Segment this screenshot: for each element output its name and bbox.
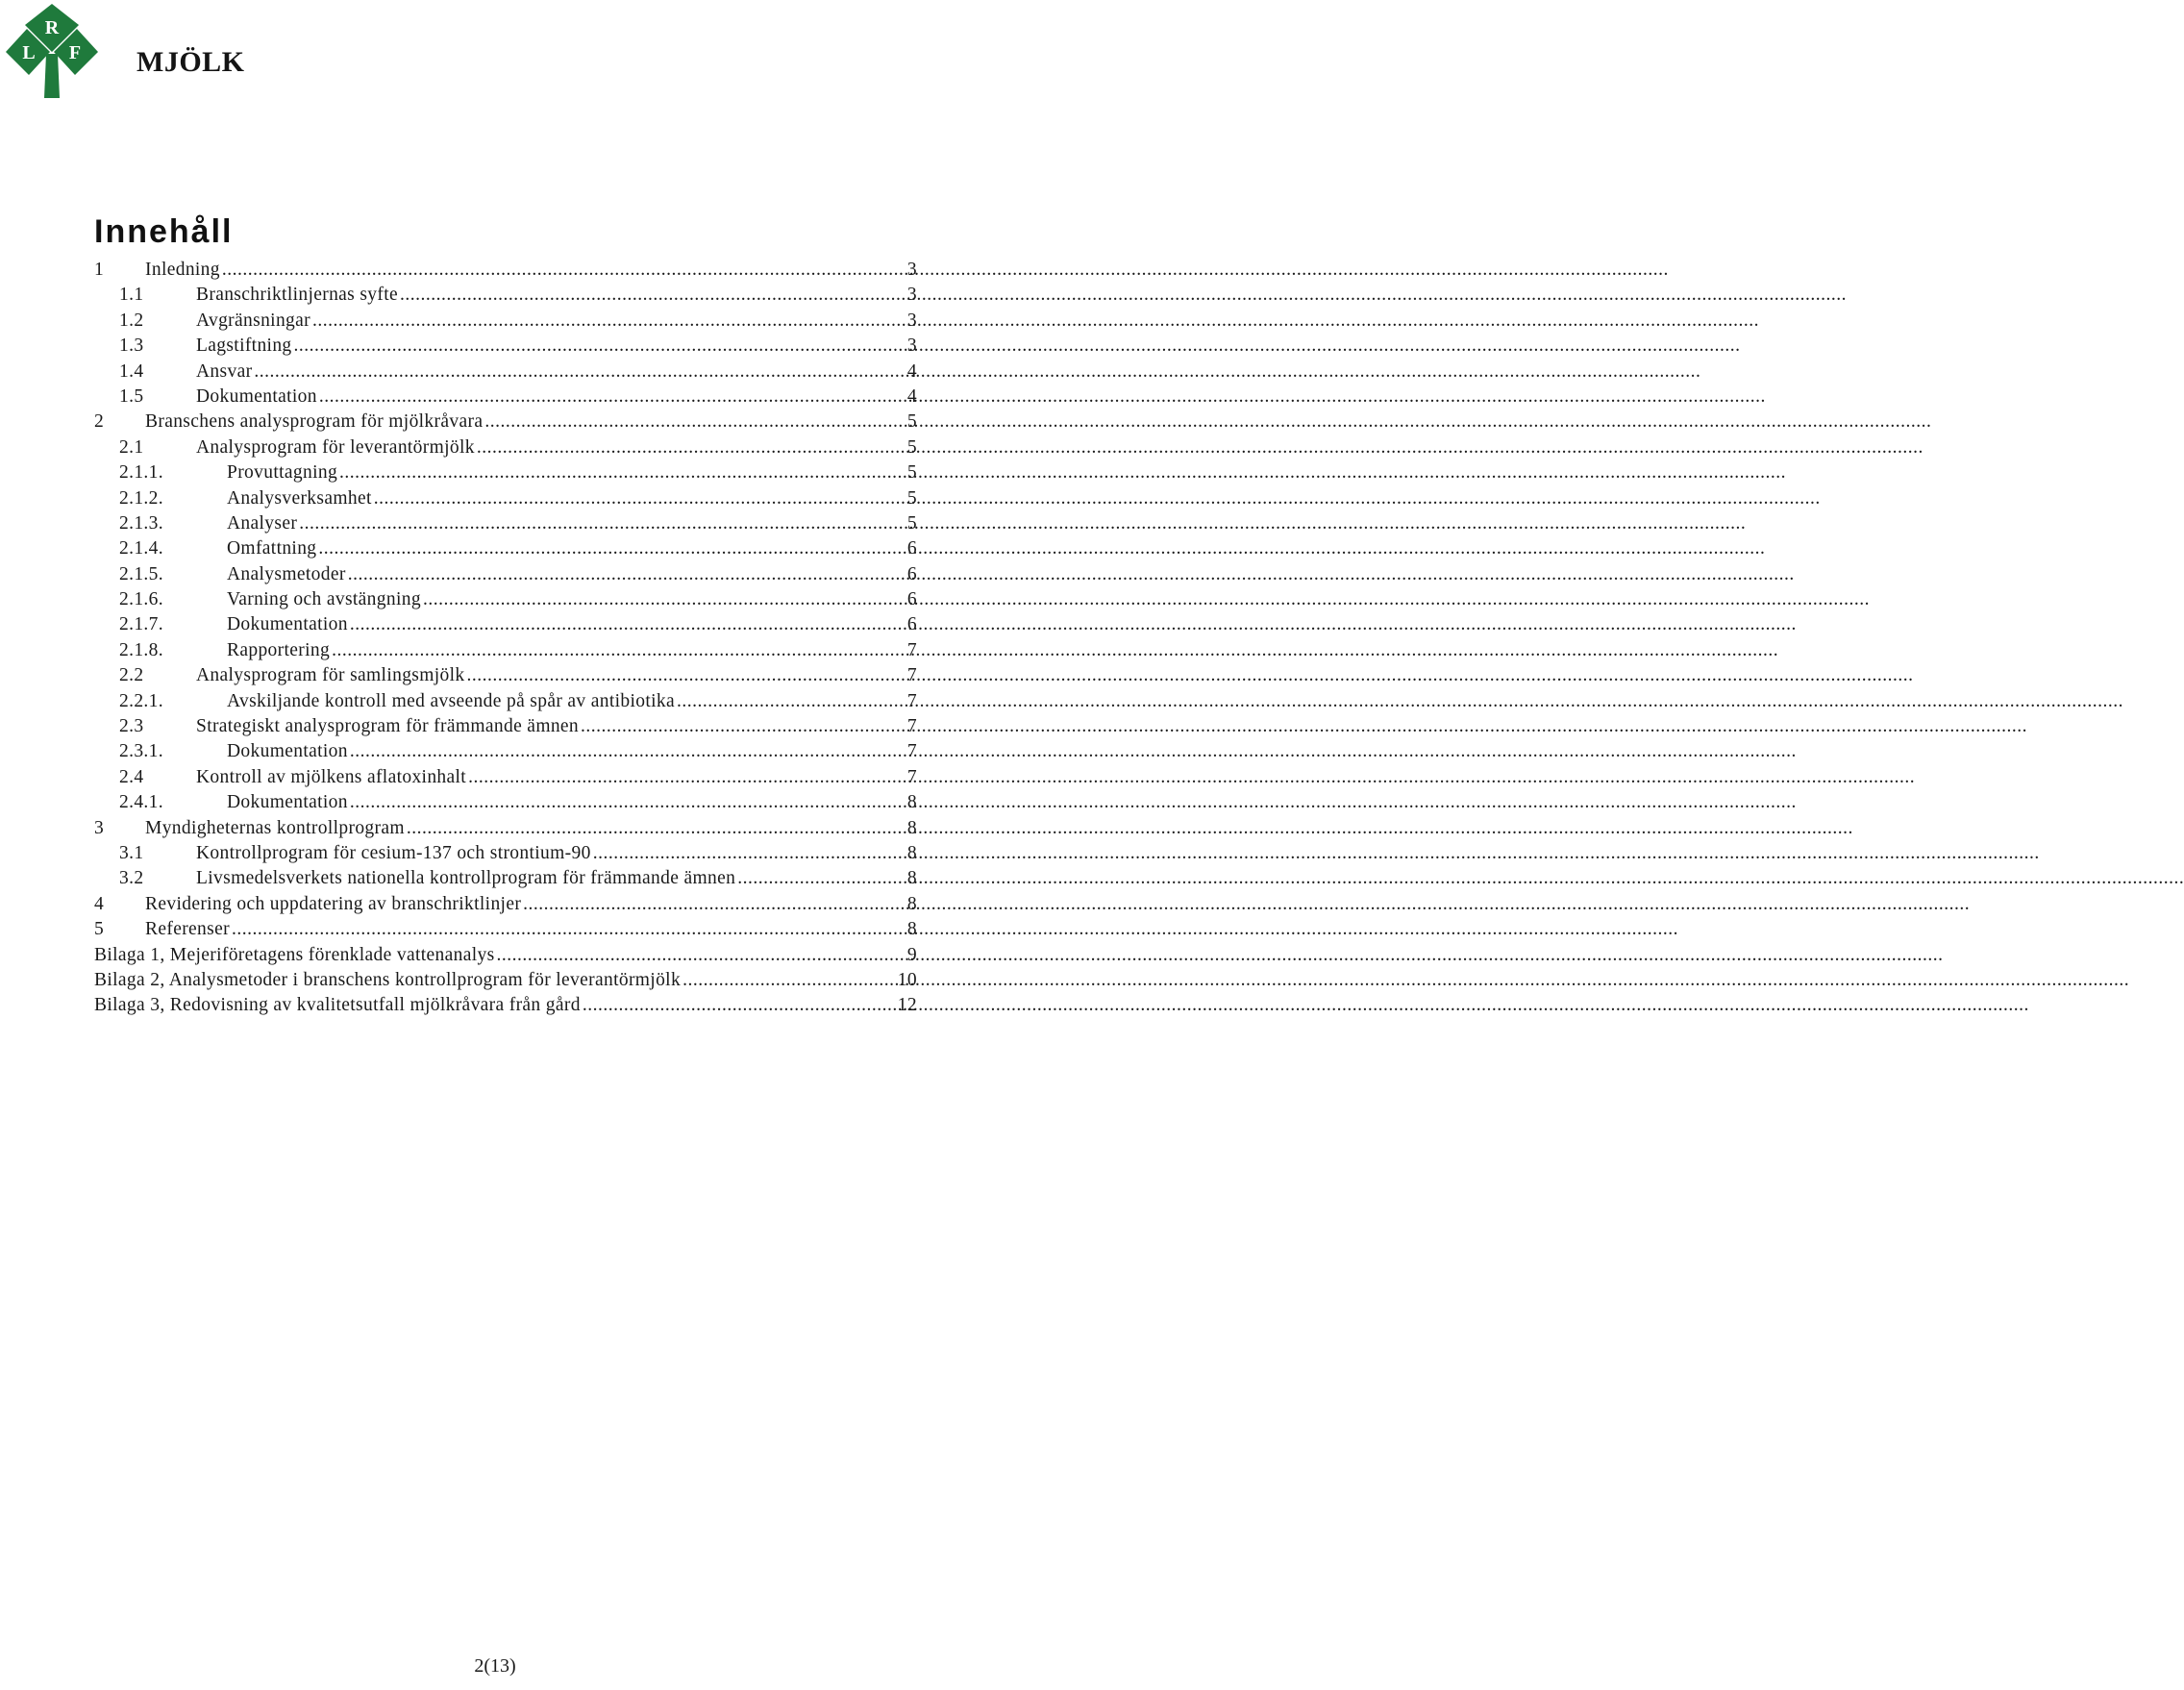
toc-entry[interactable] bbox=[94, 511, 917, 536]
toc-entry-page: 6 bbox=[906, 563, 917, 584]
toc-entry-number: 2.4.1. bbox=[119, 792, 163, 813]
toc-dot-leader bbox=[523, 892, 906, 917]
toc-dot-leader bbox=[400, 283, 906, 308]
toc-entry-page: 5 bbox=[906, 512, 917, 534]
toc-entry-page: 8 bbox=[906, 842, 917, 863]
toc-dot-leader bbox=[423, 587, 906, 612]
toc-entry-page: 5 bbox=[906, 487, 917, 509]
toc-entry[interactable] bbox=[94, 587, 917, 612]
toc-entry-page: 8 bbox=[906, 817, 917, 838]
toc-entry-page: 4 bbox=[906, 385, 917, 407]
toc-entry-title: Analysverksamhet bbox=[227, 487, 372, 509]
toc-dot-leader bbox=[319, 385, 906, 410]
toc-entry-page: 4 bbox=[906, 360, 917, 382]
toc-dot-leader bbox=[232, 917, 906, 942]
logo-wordmark: MJÖLK bbox=[136, 46, 245, 78]
toc-dot-leader bbox=[593, 841, 906, 866]
toc-entry-title: Provuttagning bbox=[227, 462, 338, 484]
toc-entry-page: 5 bbox=[906, 462, 917, 484]
toc-entry-number: 5 bbox=[94, 919, 105, 940]
toc-entry[interactable] bbox=[94, 536, 917, 561]
toc-entry-number: 1.2 bbox=[119, 310, 144, 331]
toc-entry[interactable] bbox=[94, 283, 917, 308]
toc-entry-title: Inledning bbox=[145, 260, 220, 280]
toc-entry-title: Kontroll av mjölkens aflatoxinhalt bbox=[196, 766, 467, 787]
toc-entry[interactable] bbox=[94, 841, 917, 866]
toc-entry-page: 7 bbox=[906, 716, 917, 737]
toc-entry-page: 7 bbox=[906, 665, 917, 686]
toc-entry[interactable] bbox=[94, 993, 917, 1018]
toc-entry-page: 5 bbox=[906, 411, 917, 433]
toc-entry-title: Omfattning bbox=[227, 538, 317, 559]
toc-entry-number: 1.5 bbox=[119, 385, 144, 407]
toc-entry-title: Ansvar bbox=[196, 360, 253, 382]
toc-entry[interactable] bbox=[94, 410, 917, 435]
toc-entry-title: Lagstiftning bbox=[196, 336, 292, 357]
toc-entry-title: Branschens analysprogram för mjölkråvara bbox=[145, 411, 484, 433]
toc-entry-page: 3 bbox=[906, 310, 917, 331]
toc-dot-leader bbox=[318, 536, 905, 561]
toc-entry-page: 6 bbox=[906, 589, 917, 610]
toc-entry-number: 2.3.1. bbox=[119, 741, 163, 762]
toc-dot-leader bbox=[312, 309, 906, 334]
toc-dot-leader bbox=[299, 511, 906, 536]
toc-entry[interactable] bbox=[94, 689, 917, 714]
toc-entry-number: 2 bbox=[94, 411, 105, 433]
toc-entry-number: 2.1.1. bbox=[119, 462, 163, 484]
toc-entry-number: 2.1.4. bbox=[119, 538, 163, 559]
toc-entry[interactable] bbox=[94, 309, 917, 334]
toc-entry-title: Referenser bbox=[145, 919, 230, 940]
logo-letter-r: R bbox=[44, 17, 60, 38]
toc-entry[interactable] bbox=[94, 360, 917, 385]
toc-dot-leader bbox=[581, 714, 906, 739]
toc-dot-leader bbox=[350, 790, 906, 815]
toc-entry-number: 2.1.2. bbox=[119, 487, 163, 509]
toc-entry-page: 8 bbox=[906, 868, 917, 889]
toc-entry-title: Rapportering bbox=[227, 639, 331, 660]
toc-entry-number: 2.1.8. bbox=[119, 639, 163, 660]
toc-entry-number: 1.1 bbox=[119, 285, 144, 306]
toc-entry[interactable] bbox=[94, 435, 917, 460]
toc-entry[interactable] bbox=[94, 486, 917, 511]
toc-entry-title: Dokumentation bbox=[227, 792, 348, 813]
toc-entry[interactable] bbox=[94, 385, 917, 410]
toc-entry-title: Revidering och uppdatering av branschriktlinjer bbox=[145, 893, 522, 914]
toc-dot-leader bbox=[484, 410, 906, 435]
toc-entry-page: 10 bbox=[897, 969, 917, 990]
toc-entry-page: 7 bbox=[906, 639, 917, 660]
toc-entry-page: 12 bbox=[897, 995, 917, 1016]
toc-entry-title: Bilaga 2, Analysmetoder i branschens kontrollprogram för leverantörmjölk bbox=[94, 969, 682, 990]
toc-entry-title: Kontrollprogram för cesium-137 och strontium-90 bbox=[196, 842, 591, 863]
toc-dot-leader bbox=[677, 689, 906, 714]
toc-entry[interactable] bbox=[94, 460, 917, 485]
toc-entry[interactable] bbox=[94, 968, 917, 993]
toc-dot-leader bbox=[682, 968, 896, 993]
toc-entry[interactable] bbox=[94, 612, 917, 637]
toc-dot-leader bbox=[407, 816, 906, 841]
toc-entry-page: 8 bbox=[906, 919, 917, 940]
toc-entry-title: Myndigheternas kontrollprogram bbox=[145, 817, 405, 838]
toc-entry-number: 2.3 bbox=[119, 716, 144, 737]
toc-entry-page: 7 bbox=[906, 766, 917, 787]
toc-heading: Innehåll bbox=[94, 213, 234, 250]
toc-entry-number: 3 bbox=[94, 817, 105, 838]
toc-dot-leader bbox=[468, 765, 906, 790]
toc-entry-title: Avgränsningar bbox=[196, 310, 310, 331]
toc-dot-leader bbox=[374, 486, 906, 511]
toc-entry-title: Livsmedelsverkets nationella kontrollprogram för främmande ämnen bbox=[196, 868, 736, 889]
toc-dot-leader bbox=[339, 460, 906, 485]
toc-dot-leader bbox=[583, 993, 896, 1018]
toc-entry-number: 2.1 bbox=[119, 436, 144, 458]
toc-dot-leader bbox=[477, 435, 906, 460]
toc-dot-leader bbox=[294, 334, 906, 359]
page-footer bbox=[0, 1655, 923, 1678]
toc-entry[interactable] bbox=[94, 258, 917, 283]
toc-entry[interactable] bbox=[94, 866, 917, 891]
toc-entry-title: Bilaga 3, Redovisning av kvalitetsutfall mjölkråvara från gård bbox=[94, 995, 581, 1016]
toc-entry[interactable] bbox=[94, 892, 917, 917]
toc-entry-number: 2.1.3. bbox=[119, 512, 163, 534]
toc-entry-title: Analyser bbox=[227, 512, 298, 534]
toc-entry-page: 6 bbox=[906, 538, 917, 559]
toc-entry[interactable] bbox=[94, 943, 917, 968]
toc-entry-number: 2.1.5. bbox=[119, 563, 163, 584]
toc-entry-page: 3 bbox=[906, 285, 917, 306]
toc-entry[interactable] bbox=[94, 663, 917, 688]
toc-entry-title: Avskiljande kontroll med avseende på spår av antibiotika bbox=[227, 690, 675, 711]
toc-entry-number: 3.2 bbox=[119, 868, 144, 889]
toc-entry-number: 2.1.7. bbox=[119, 614, 163, 635]
toc-entry[interactable] bbox=[94, 562, 917, 587]
logo-letter-l: L bbox=[22, 42, 36, 63]
toc-entry[interactable] bbox=[94, 714, 917, 739]
toc-entry-title: Dokumentation bbox=[196, 385, 317, 407]
lrf-clover-emblem bbox=[4, 4, 100, 100]
toc-entry[interactable] bbox=[94, 739, 917, 764]
toc-dot-leader bbox=[332, 638, 906, 663]
toc-entry-number: 1 bbox=[94, 260, 105, 280]
toc-entry-page: 7 bbox=[906, 741, 917, 762]
toc-entry-number: 2.2.1. bbox=[119, 690, 163, 711]
toc-entry[interactable] bbox=[94, 765, 917, 790]
toc-entry-page: 7 bbox=[906, 690, 917, 711]
toc-entry-page: 3 bbox=[906, 260, 917, 280]
toc-entry-number: 1.3 bbox=[119, 336, 144, 357]
toc-dot-leader bbox=[466, 663, 905, 688]
toc-dot-leader bbox=[497, 943, 906, 968]
toc-entry-page: 9 bbox=[906, 944, 917, 965]
toc-dot-leader bbox=[350, 739, 906, 764]
toc-dot-leader bbox=[350, 612, 906, 637]
toc-entry-page: 8 bbox=[906, 792, 917, 813]
toc-dot-leader bbox=[348, 562, 906, 587]
toc-entry-title: Varning och avstängning bbox=[227, 589, 421, 610]
toc-entry-title: Analysmetoder bbox=[227, 563, 346, 584]
toc-entry-title: Bilaga 1, Mejeriföretagens förenklade vattenanalys bbox=[94, 944, 495, 965]
toc-entry-number: 1.4 bbox=[119, 360, 144, 382]
toc-entry-number: 2.4 bbox=[119, 766, 144, 787]
table-of-contents bbox=[94, 258, 917, 1019]
toc-entry[interactable] bbox=[94, 790, 917, 815]
toc-entry-title: Dokumentation bbox=[227, 614, 348, 635]
toc-entry-title: Branschriktlinjernas syfte bbox=[196, 285, 399, 306]
toc-entry-page: 8 bbox=[906, 893, 917, 914]
toc-entry[interactable] bbox=[94, 334, 917, 359]
toc-dot-leader bbox=[737, 866, 906, 891]
toc-entry-number: 3.1 bbox=[119, 842, 144, 863]
lrf-mjolk-logo bbox=[4, 4, 244, 108]
toc-entry-title: Dokumentation bbox=[227, 741, 348, 762]
toc-entry-title: Strategiskt analysprogram för främmande ämnen bbox=[196, 716, 580, 737]
toc-entry[interactable] bbox=[94, 638, 917, 663]
toc-entry-number: 2.2 bbox=[119, 665, 144, 686]
toc-entry-title: Analysprogram för samlingsmjölk bbox=[196, 665, 465, 686]
toc-entry-number: 4 bbox=[94, 893, 105, 914]
toc-dot-leader bbox=[222, 258, 906, 283]
logo-letter-f: F bbox=[68, 42, 82, 63]
toc-entry-page: 5 bbox=[906, 436, 917, 458]
page-number: 2(13) bbox=[474, 1655, 516, 1677]
toc-entry-title: Analysprogram för leverantörmjölk bbox=[196, 436, 475, 458]
toc-dot-leader bbox=[254, 360, 905, 385]
toc-entry-number: 2.1.6. bbox=[119, 589, 163, 610]
toc-entry[interactable] bbox=[94, 917, 917, 942]
toc-entry-page: 3 bbox=[906, 336, 917, 357]
toc-entry-page: 6 bbox=[906, 614, 917, 635]
toc-entry[interactable] bbox=[94, 816, 917, 841]
